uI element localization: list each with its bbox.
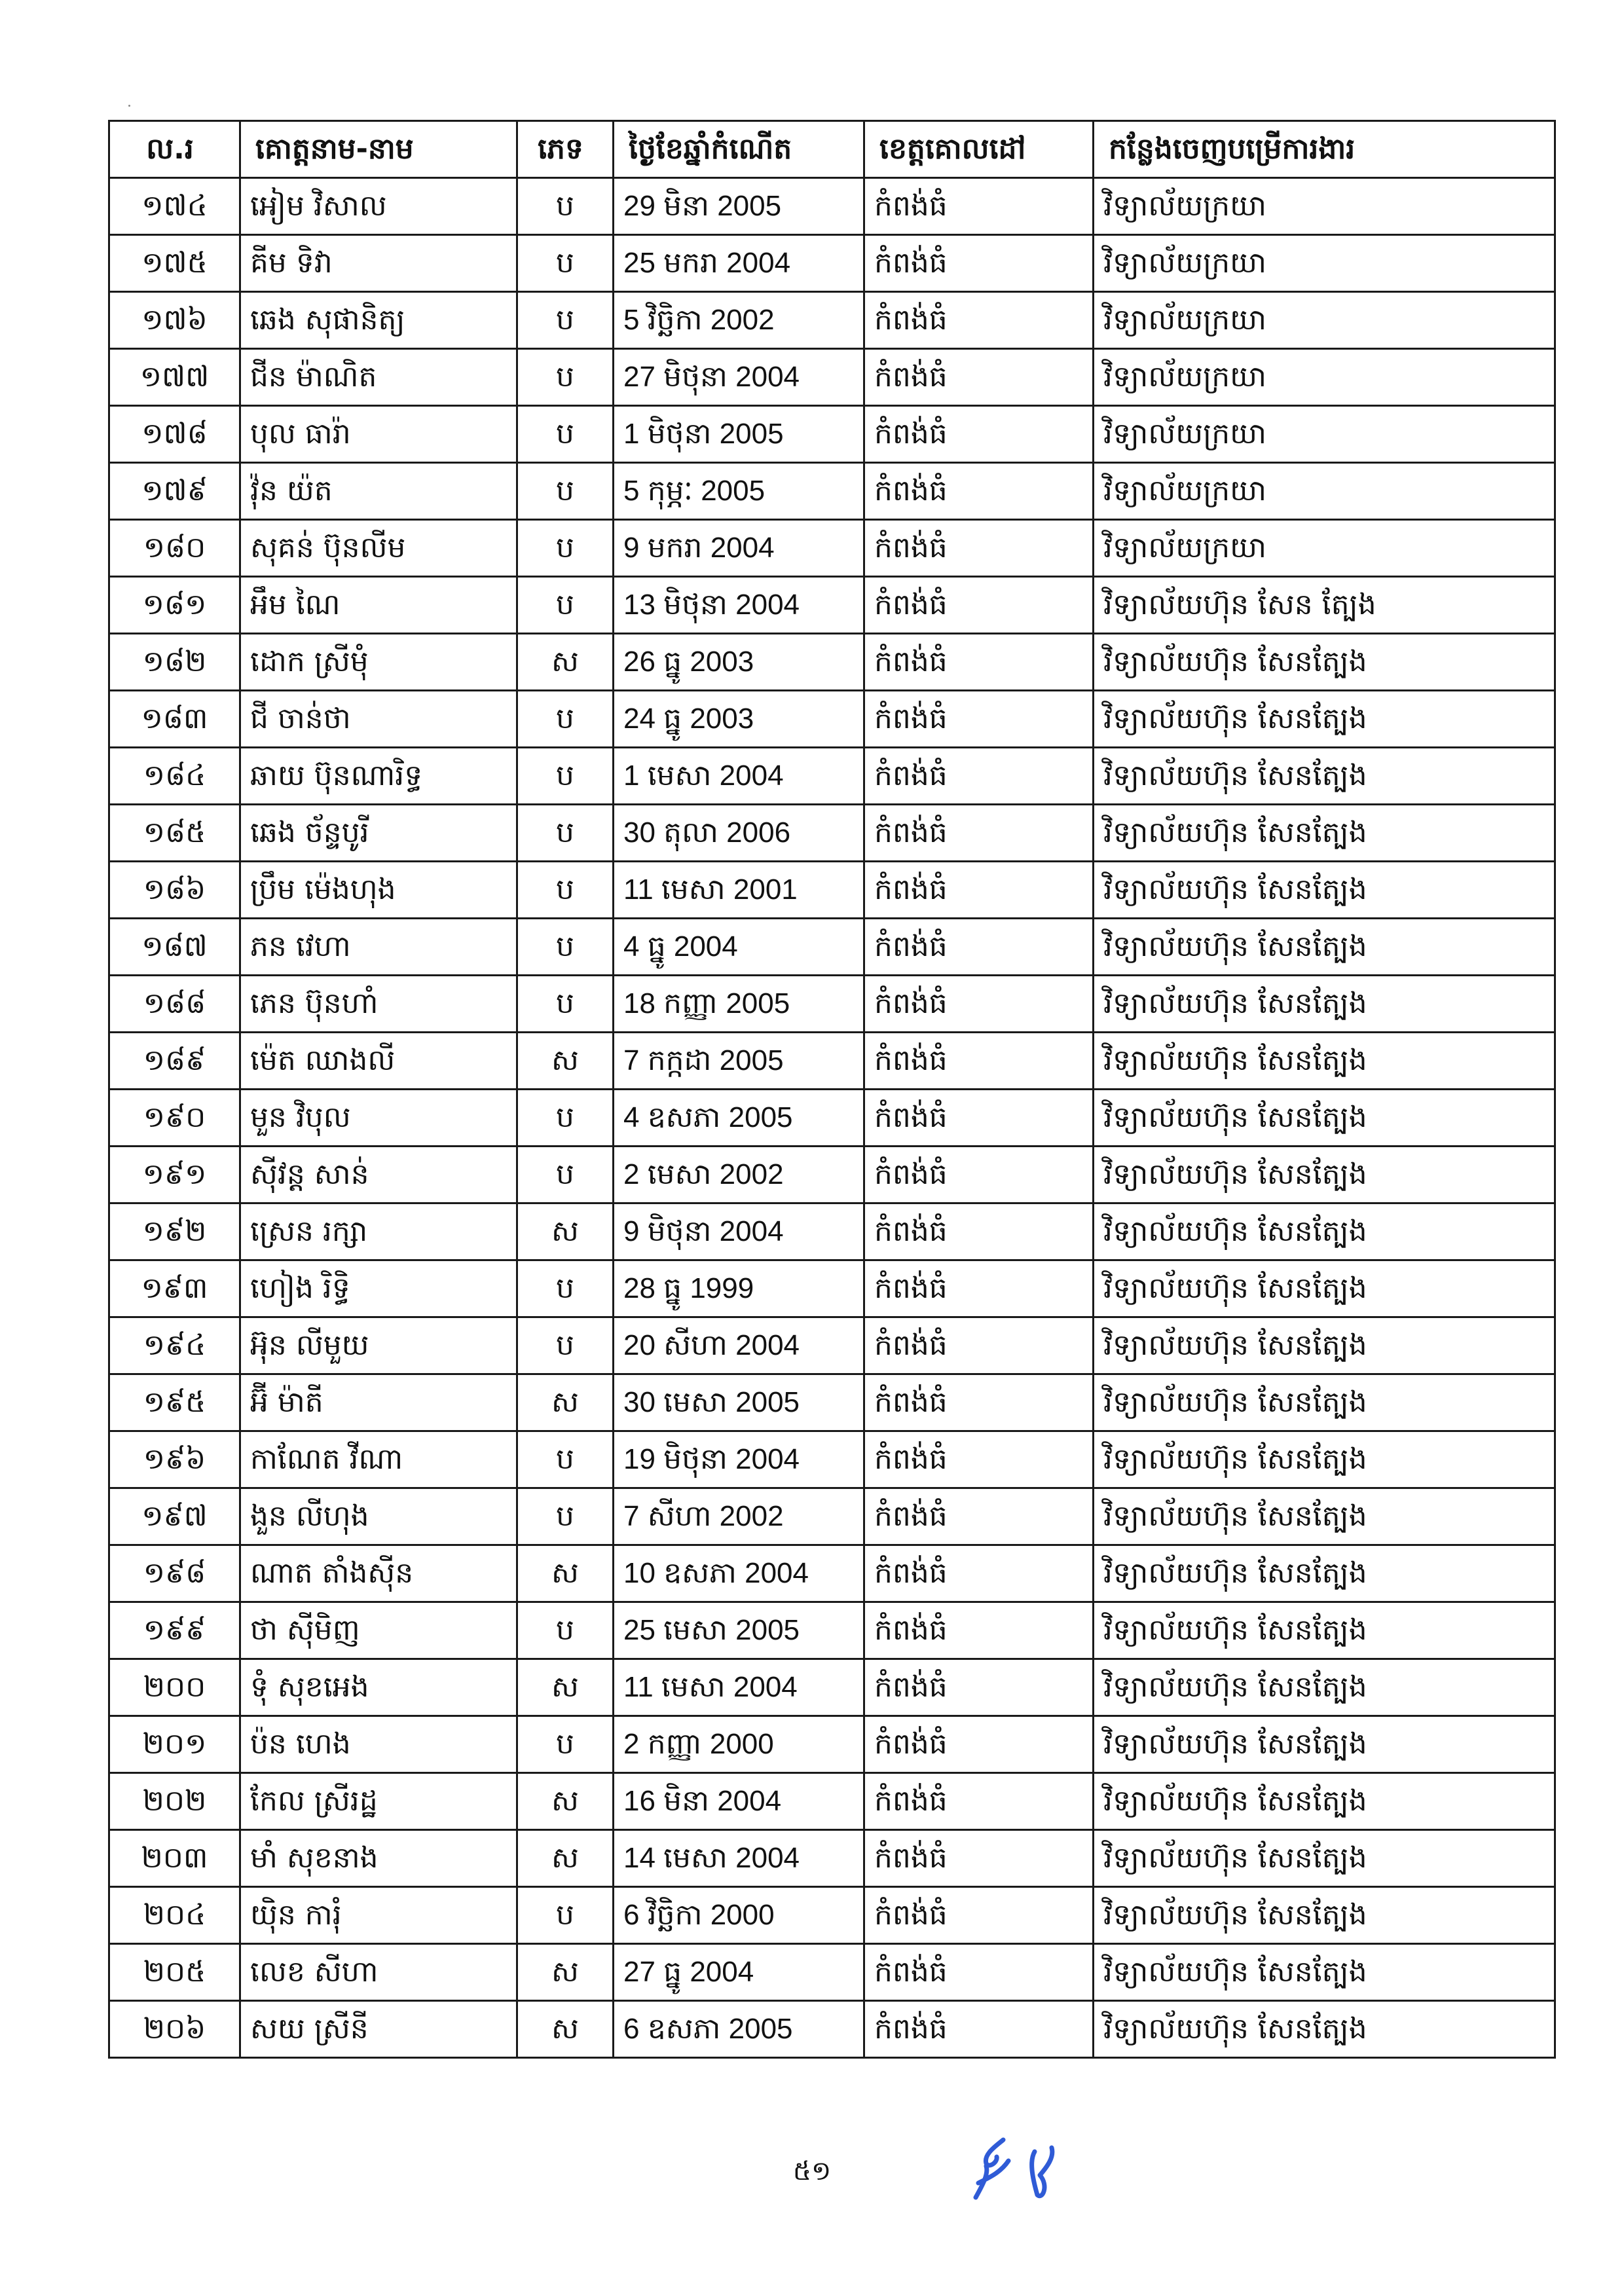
cell-workplace: វិទ្យាល័យហ៊ុន សែនត្បែង — [1094, 1374, 1555, 1431]
cell-sex: ប — [517, 1090, 614, 1147]
cell-number: ១៨៨ — [109, 976, 240, 1033]
table-row — [109, 1659, 1555, 1716]
cell-target-province: កំពង់ធំ — [864, 2001, 1094, 2058]
cell-target-province: កំពង់ធំ — [864, 1830, 1094, 1887]
cell-number: ១៩៤ — [109, 1317, 240, 1374]
table-row — [109, 1147, 1555, 1203]
cell-date-of-birth: 9 មករា 2004 — [614, 520, 864, 577]
cell-number: ១៩៧ — [109, 1488, 240, 1545]
cell-date-of-birth: 2 មេសា 2002 — [614, 1147, 864, 1203]
cell-number: ១៧៤ — [109, 178, 240, 235]
cell-sex: ប — [517, 862, 614, 919]
cell-workplace: វិទ្យាល័យហ៊ុន សែនត្បែង — [1094, 1944, 1555, 2001]
cell-workplace: វិទ្យាល័យហ៊ុន សែនត្បែង — [1094, 1203, 1555, 1260]
cell-workplace: វិទ្យាល័យហ៊ុន សែនត្បែង — [1094, 805, 1555, 862]
cell-date-of-birth: 7 សីហា 2002 — [614, 1488, 864, 1545]
cell-number: ១៩៦ — [109, 1431, 240, 1488]
cell-sex: ស — [517, 1830, 614, 1887]
cell-number: ១៩១ — [109, 1147, 240, 1203]
cell-number: ១៩៩ — [109, 1602, 240, 1659]
cell-sex: ប — [517, 577, 614, 634]
cell-sex: ប — [517, 1317, 614, 1374]
cell-sex: ប — [517, 919, 614, 976]
cell-target-province: កំពង់ធំ — [864, 1887, 1094, 1944]
cell-name: ថា ស៊ីមិញ — [240, 1602, 517, 1659]
cell-sex: ប — [517, 1260, 614, 1317]
cell-sex: ប — [517, 178, 614, 235]
cell-sex: ប — [517, 1431, 614, 1488]
cell-name: ជី ចាន់ថា — [240, 691, 517, 748]
cell-workplace: វិទ្យាល័យហ៊ុន សែនត្បែង — [1094, 1659, 1555, 1716]
cell-date-of-birth: 4 ឧសភា 2005 — [614, 1090, 864, 1147]
cell-workplace: វិទ្យាល័យហ៊ុន សែនត្បែង — [1094, 1716, 1555, 1773]
cell-date-of-birth: 11 មេសា 2001 — [614, 862, 864, 919]
signature-stroke-2 — [1032, 2148, 1052, 2196]
cell-number: ២០៦ — [109, 2001, 240, 2058]
cell-date-of-birth: 11 មេសា 2004 — [614, 1659, 864, 1716]
cell-target-province: កំពង់ធំ — [864, 178, 1094, 235]
cell-date-of-birth: 28 ធ្នូ 1999 — [614, 1260, 864, 1317]
table-row — [109, 1317, 1555, 1374]
table-row — [109, 1944, 1555, 2001]
cell-target-province: កំពង់ធំ — [864, 1147, 1094, 1203]
table-row — [109, 1203, 1555, 1260]
cell-target-province: កំពង់ធំ — [864, 1431, 1094, 1488]
cell-date-of-birth: 4 ធ្នូ 2004 — [614, 919, 864, 976]
cell-date-of-birth: 7 កក្កដា 2005 — [614, 1033, 864, 1090]
cell-target-province: កំពង់ធំ — [864, 1659, 1094, 1716]
table-row — [109, 1602, 1555, 1659]
table-row — [109, 1090, 1555, 1147]
cell-target-province: កំពង់ធំ — [864, 862, 1094, 919]
cell-workplace: វិទ្យាល័យក្រយា — [1094, 292, 1555, 349]
cell-target-province: កំពង់ធំ — [864, 406, 1094, 463]
cell-sex: ប — [517, 406, 614, 463]
cell-target-province: កំពង់ធំ — [864, 691, 1094, 748]
cell-date-of-birth: 20 សីហា 2004 — [614, 1317, 864, 1374]
cell-name: ភេន ប៊ុនហាំ — [240, 976, 517, 1033]
cell-target-province: កំពង់ធំ — [864, 1716, 1094, 1773]
cell-name: បុល ធារ៉ា — [240, 406, 517, 463]
cell-workplace: វិទ្យាល័យហ៊ុន សែនត្បែង — [1094, 1773, 1555, 1830]
cell-workplace: វិទ្យាល័យក្រយា — [1094, 178, 1555, 235]
cell-number: ២០០ — [109, 1659, 240, 1716]
cell-number: ១៧៥ — [109, 235, 240, 292]
cell-name: ឆេង សុផានិត្យ — [240, 292, 517, 349]
cell-sex: ប — [517, 235, 614, 292]
cell-date-of-birth: 19 មិថុនា 2004 — [614, 1431, 864, 1488]
cell-workplace: វិទ្យាល័យហ៊ុន សែនត្បែង — [1094, 1147, 1555, 1203]
cell-target-province: កំពង់ធំ — [864, 748, 1094, 805]
cell-number: ២០៤ — [109, 1887, 240, 1944]
cell-name: មួន វិបុល — [240, 1090, 517, 1147]
cell-name: ភន វេហា — [240, 919, 517, 976]
table-row — [109, 805, 1555, 862]
cell-number: ១៧៨ — [109, 406, 240, 463]
cell-sex: ស — [517, 1545, 614, 1602]
cell-date-of-birth: 26 ធ្នូ 2003 — [614, 634, 864, 691]
cell-date-of-birth: 18 កញ្ញា 2005 — [614, 976, 864, 1033]
header-target-province: ខេត្តគោលដៅ — [864, 121, 1094, 178]
cell-number: ១៧៦ — [109, 292, 240, 349]
cell-name: ប៉ន ហេង — [240, 1716, 517, 1773]
cell-number: ១៧៩ — [109, 463, 240, 520]
cell-sex: ប — [517, 1488, 614, 1545]
cell-number: ១៧៧ — [109, 349, 240, 406]
cell-date-of-birth: 10 ឧសភា 2004 — [614, 1545, 864, 1602]
cell-number: ១៩៥ — [109, 1374, 240, 1431]
cell-workplace: វិទ្យាល័យហ៊ុន សែនត្បែង — [1094, 748, 1555, 805]
table-row — [109, 520, 1555, 577]
cell-sex: ប — [517, 691, 614, 748]
cell-target-province: កំពង់ធំ — [864, 1602, 1094, 1659]
table-row — [109, 463, 1555, 520]
cell-date-of-birth: 24 ធ្នូ 2003 — [614, 691, 864, 748]
table-row — [109, 691, 1555, 748]
table-row — [109, 235, 1555, 292]
cell-target-province: កំពង់ធំ — [864, 976, 1094, 1033]
cell-name: ឆាយ ប៊ុនណារិទ្ធ — [240, 748, 517, 805]
cell-name: កាណែត វីណា — [240, 1431, 517, 1488]
cell-number: ១៨៤ — [109, 748, 240, 805]
header-name: គោត្តនាម-នាម — [240, 121, 517, 178]
cell-name: អ៊ី ម៉ាតី — [240, 1374, 517, 1431]
cell-workplace: វិទ្យាល័យក្រយា — [1094, 406, 1555, 463]
cell-workplace: វិទ្យាល័យហ៊ុន សែនត្បែង — [1094, 1317, 1555, 1374]
cell-sex: ប — [517, 463, 614, 520]
table-row — [109, 1545, 1555, 1602]
cell-workplace: វិទ្យាល័យហ៊ុន សែនត្បែង — [1094, 1545, 1555, 1602]
cell-name: សយ ស្រីនី — [240, 2001, 517, 2058]
cell-target-province: កំពង់ធំ — [864, 235, 1094, 292]
cell-number: ១៨៧ — [109, 919, 240, 976]
cell-workplace: វិទ្យាល័យហ៊ុន សែនត្បែង — [1094, 1488, 1555, 1545]
table-row — [109, 577, 1555, 634]
cell-date-of-birth: 27 ធ្នូ 2004 — [614, 1944, 864, 2001]
table-body — [109, 178, 1555, 2058]
table-row — [109, 178, 1555, 235]
cell-sex: ស — [517, 1203, 614, 1260]
cell-date-of-birth: 25 មករា 2004 — [614, 235, 864, 292]
header-date-of-birth: ថ្ងៃខែឆ្នាំកំណើត — [614, 121, 864, 178]
cell-sex: ស — [517, 1659, 614, 1716]
staff-roster-table — [108, 120, 1556, 2059]
cell-date-of-birth: 29 មិនា 2005 — [614, 178, 864, 235]
cell-name: ហៀង រិទ្ធិ — [240, 1260, 517, 1317]
header-sex: ភេទ — [517, 121, 614, 178]
cell-date-of-birth: 30 តុលា 2006 — [614, 805, 864, 862]
cell-target-province: កំពង់ធំ — [864, 1488, 1094, 1545]
table-row — [109, 1716, 1555, 1773]
cell-sex: ប — [517, 976, 614, 1033]
table-row — [109, 1887, 1555, 1944]
table-header-row — [109, 121, 1555, 178]
cell-workplace: វិទ្យាល័យហ៊ុន សែនត្បែង — [1094, 1887, 1555, 1944]
cell-sex: ស — [517, 1944, 614, 2001]
table-row — [109, 2001, 1555, 2058]
cell-target-province: កំពង់ធំ — [864, 349, 1094, 406]
cell-sex: ប — [517, 1602, 614, 1659]
cell-date-of-birth: 2 កញ្ញា 2000 — [614, 1716, 864, 1773]
cell-workplace: វិទ្យាល័យហ៊ុន សែនត្បែង — [1094, 976, 1555, 1033]
cell-date-of-birth: 6 វិច្ឆិកា 2000 — [614, 1887, 864, 1944]
cell-name: ជីន ម៉ាណិត — [240, 349, 517, 406]
header-number: ល.រ — [109, 121, 240, 178]
table-row — [109, 1488, 1555, 1545]
table-row — [109, 919, 1555, 976]
cell-number: ២០២ — [109, 1773, 240, 1830]
cell-workplace: វិទ្យាល័យក្រយា — [1094, 463, 1555, 520]
cell-name: ទុំ សុខអេង — [240, 1659, 517, 1716]
cell-date-of-birth: 5 វិច្ឆិកា 2002 — [614, 292, 864, 349]
cell-name: កែល ស្រីរដ្ឋ — [240, 1773, 517, 1830]
cell-name: មាំ សុខនាង — [240, 1830, 517, 1887]
cell-name: ណាត តាំងស៊ីន — [240, 1545, 517, 1602]
cell-date-of-birth: 27 មិថុនា 2004 — [614, 349, 864, 406]
cell-target-province: កំពង់ធំ — [864, 520, 1094, 577]
table-row — [109, 349, 1555, 406]
cell-name: សុគន់ ប៊ុនលីម — [240, 520, 517, 577]
cell-number: ១៨១ — [109, 577, 240, 634]
cell-date-of-birth: 1 មិថុនា 2005 — [614, 406, 864, 463]
cell-workplace: វិទ្យាល័យហ៊ុន សែនត្បែង — [1094, 1431, 1555, 1488]
cell-number: ១៩៨ — [109, 1545, 240, 1602]
cell-name: ងួន លីហុង — [240, 1488, 517, 1545]
cell-name: គីម ទិវា — [240, 235, 517, 292]
cell-sex: ប — [517, 292, 614, 349]
cell-workplace: វិទ្យាល័យហ៊ុន សែនត្បែង — [1094, 919, 1555, 976]
cell-target-province: កំពង់ធំ — [864, 805, 1094, 862]
cell-target-province: កំពង់ធំ — [864, 1090, 1094, 1147]
cell-number: ១៨៩ — [109, 1033, 240, 1090]
cell-name: ប្រឹម ម៉េងហុង — [240, 862, 517, 919]
cell-number: ១៩២ — [109, 1203, 240, 1260]
cell-date-of-birth: 14 មេសា 2004 — [614, 1830, 864, 1887]
cell-workplace: វិទ្យាល័យហ៊ុន សែនត្បែង — [1094, 1260, 1555, 1317]
cell-name: ម៉េត ឈាងលី — [240, 1033, 517, 1090]
cell-name: ឆេង ច័ន្ទបូរី — [240, 805, 517, 862]
cell-target-province: កំពង់ធំ — [864, 463, 1094, 520]
cell-sex: ប — [517, 1716, 614, 1773]
cell-number: ១៨៦ — [109, 862, 240, 919]
cell-name: យ៉ិន ការុំ — [240, 1887, 517, 1944]
cell-name: ស្រេន រក្សា — [240, 1203, 517, 1260]
table-row — [109, 976, 1555, 1033]
cell-workplace: វិទ្យាល័យហ៊ុន សែនត្បែង — [1094, 1830, 1555, 1887]
cell-workplace: វិទ្យាល័យហ៊ុន សែន ត្បែង — [1094, 577, 1555, 634]
cell-workplace: វិទ្យាល័យក្រយា — [1094, 520, 1555, 577]
cell-number: ១៨៥ — [109, 805, 240, 862]
cell-name: ដោក ស្រីមុំ — [240, 634, 517, 691]
cell-number: ១៨៣ — [109, 691, 240, 748]
cell-number: ២០៣ — [109, 1830, 240, 1887]
handwritten-initials-signature — [969, 2135, 1061, 2207]
cell-date-of-birth: 16 មិនា 2004 — [614, 1773, 864, 1830]
cell-name: ស៊ីវន្ត សាន់ — [240, 1147, 517, 1203]
cell-target-province: កំពង់ធំ — [864, 577, 1094, 634]
cell-workplace: វិទ្យាល័យក្រយា — [1094, 349, 1555, 406]
cell-sex: ស — [517, 634, 614, 691]
table-row — [109, 1431, 1555, 1488]
cell-sex: ប — [517, 1887, 614, 1944]
cell-sex: ប — [517, 349, 614, 406]
cell-number: ២០១ — [109, 1716, 240, 1773]
cell-target-province: កំពង់ធំ — [864, 292, 1094, 349]
table-row — [109, 1374, 1555, 1431]
table-row — [109, 1260, 1555, 1317]
cell-workplace: វិទ្យាល័យហ៊ុន សែនត្បែង — [1094, 634, 1555, 691]
cell-target-province: កំពង់ធំ — [864, 1317, 1094, 1374]
cell-sex: ប — [517, 748, 614, 805]
cell-date-of-birth: 30 មេសា 2005 — [614, 1374, 864, 1431]
table-row — [109, 292, 1555, 349]
page-number: ៥១ — [792, 2156, 832, 2186]
cell-target-province: កំពង់ធំ — [864, 1260, 1094, 1317]
cell-workplace: វិទ្យាល័យហ៊ុន សែនត្បែង — [1094, 1602, 1555, 1659]
cell-sex: ប — [517, 805, 614, 862]
cell-name: អឹម ណៃ — [240, 577, 517, 634]
cell-name: វ៉ុន យ៉ត — [240, 463, 517, 520]
cell-target-province: កំពង់ធំ — [864, 1773, 1094, 1830]
cell-number: ១៨០ — [109, 520, 240, 577]
cell-sex: ស — [517, 1374, 614, 1431]
cell-date-of-birth: 1 មេសា 2004 — [614, 748, 864, 805]
cell-name: អៀម វិសាល — [240, 178, 517, 235]
cell-number: ១៨២ — [109, 634, 240, 691]
table-row — [109, 1033, 1555, 1090]
table-row — [109, 406, 1555, 463]
cell-date-of-birth: 9 មិថុនា 2004 — [614, 1203, 864, 1260]
cell-workplace: វិទ្យាល័យហ៊ុន សែនត្បែង — [1094, 862, 1555, 919]
cell-target-province: កំពង់ធំ — [864, 1033, 1094, 1090]
table-row — [109, 1773, 1555, 1830]
cell-number: ២០៥ — [109, 1944, 240, 2001]
cell-target-province: កំពង់ធំ — [864, 634, 1094, 691]
signature-stroke-1 — [976, 2140, 1008, 2197]
header-workplace: កន្លែងចេញបម្រើការងារ — [1094, 121, 1555, 178]
cell-sex: ស — [517, 1773, 614, 1830]
cell-sex: ប — [517, 1147, 614, 1203]
cell-target-province: កំពង់ធំ — [864, 919, 1094, 976]
cell-name: លេខ សីហា — [240, 1944, 517, 2001]
cell-date-of-birth: 5 កុម្ភៈ 2005 — [614, 463, 864, 520]
cell-number: ១៩៣ — [109, 1260, 240, 1317]
cell-workplace: វិទ្យាល័យហ៊ុន សែនត្បែង — [1094, 1033, 1555, 1090]
cell-name: អ៊ុន លីមួយ — [240, 1317, 517, 1374]
cell-target-province: កំពង់ធំ — [864, 1944, 1094, 2001]
cell-sex: ស — [517, 2001, 614, 2058]
cell-target-province: កំពង់ធំ — [864, 1203, 1094, 1260]
table-row — [109, 634, 1555, 691]
cell-target-province: កំពង់ធំ — [864, 1545, 1094, 1602]
cell-date-of-birth: 6 ឧសភា 2005 — [614, 2001, 864, 2058]
cell-sex: ប — [517, 520, 614, 577]
cell-number: ១៩០ — [109, 1090, 240, 1147]
cell-workplace: វិទ្យាល័យហ៊ុន សែនត្បែង — [1094, 1090, 1555, 1147]
cell-sex: ស — [517, 1033, 614, 1090]
cell-target-province: កំពង់ធំ — [864, 1374, 1094, 1431]
table-row — [109, 1830, 1555, 1887]
table-row — [109, 748, 1555, 805]
cell-workplace: វិទ្យាល័យក្រយា — [1094, 235, 1555, 292]
table-row — [109, 862, 1555, 919]
cell-date-of-birth: 13 មិថុនា 2004 — [614, 577, 864, 634]
cell-workplace: វិទ្យាល័យហ៊ុន សែនត្បែង — [1094, 2001, 1555, 2058]
cell-date-of-birth: 25 មេសា 2005 — [614, 1602, 864, 1659]
scan-speck — [128, 105, 130, 107]
cell-workplace: វិទ្យាល័យហ៊ុន សែនត្បែង — [1094, 691, 1555, 748]
